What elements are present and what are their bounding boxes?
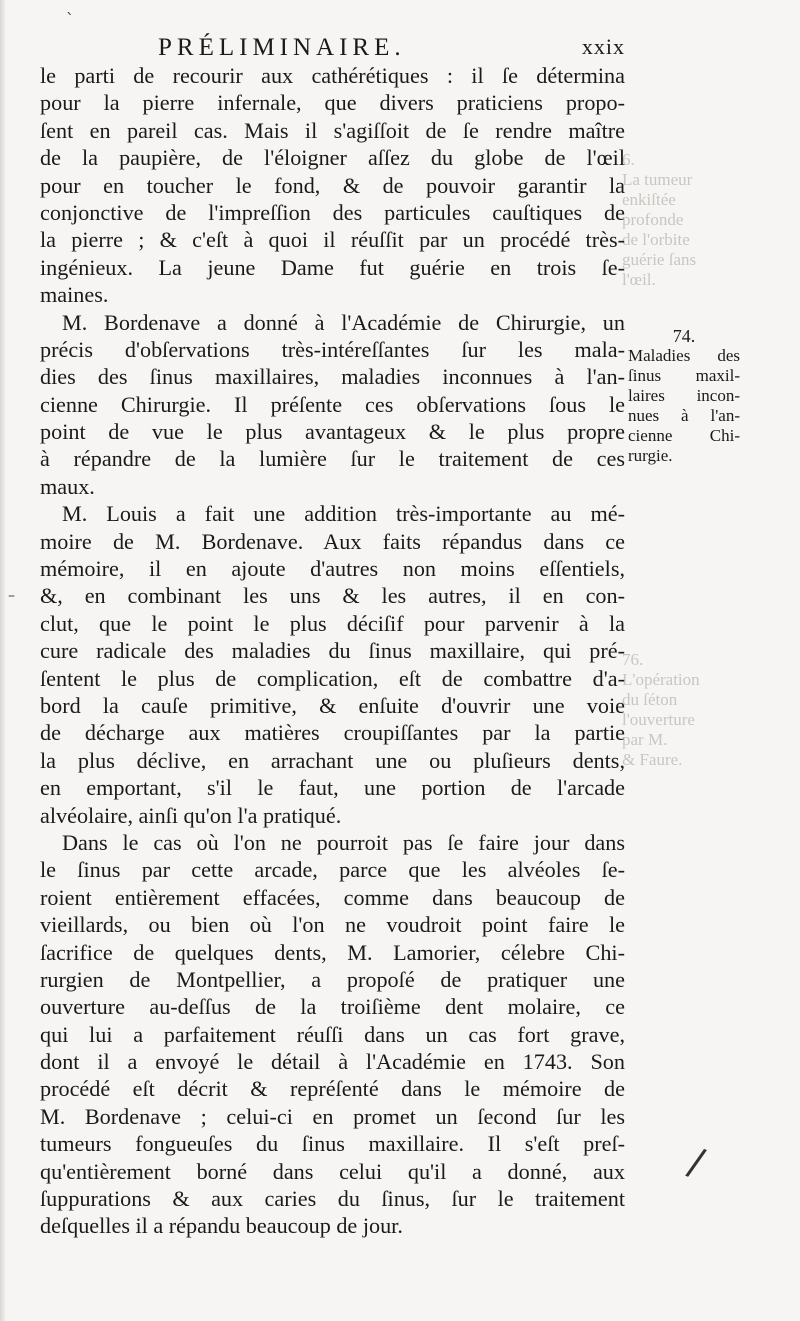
text-line: clut, que le point le plus déciſif pour parvenir à la <box>40 610 625 636</box>
text-line: ſuppurations & aux caries du ſinus, ſur le traitement <box>40 1186 625 1212</box>
page-edge-shadow <box>0 0 6 1321</box>
text-line: vieillards, ou bien où l'on ne voudroit point faire le <box>40 912 625 938</box>
text-line: dies des ſinus maxillaires, maladies inconnues à l'an- <box>40 364 625 390</box>
main-text <box>40 62 625 1240</box>
margin-note-line: ſinus maxil- <box>628 366 740 385</box>
paragraph-3 <box>40 500 625 829</box>
text-line: maines. <box>40 282 109 308</box>
paragraph-1 <box>40 62 625 309</box>
text-line: qui lui a parfaitement réuſſi dans un cas fort grave, <box>40 1021 625 1047</box>
text-line: le ſinus par cette arcade, parce que les alvéoles ſe- <box>40 857 625 883</box>
margin-note-number: 74. <box>672 326 696 346</box>
margin-note-line: Maladies des <box>628 346 740 365</box>
running-title: PRÉLIMINAIRE. <box>158 34 406 61</box>
text-line: cienne Chirurgie. Il préſente ces obſervations ſous le <box>40 391 625 417</box>
text-line: alvéolaire, ainſi qu'on l'a pratiqué. <box>40 802 342 828</box>
text-line: la pierre ; & c'eſt à quoi il réuſſit par un procédé très- <box>40 227 625 253</box>
text-line: M. Louis a fait une addition très-importante au mé- <box>62 501 625 527</box>
paragraph-2 <box>40 309 625 501</box>
text-line: ſentent le plus de complication, eſt de combattre d'a- <box>40 665 625 691</box>
text-line: mémoire, il en ajoute d'autres non moins eſſentiels, <box>40 556 625 582</box>
text-line: dont il a envoyé le détail à l'Académie en 1743. Son <box>40 1049 625 1075</box>
text-line: à répandre de la lumière ſur le traitement de ces <box>40 446 625 472</box>
margin-note-line: laires incon- <box>628 386 740 405</box>
margin-note <box>628 326 740 466</box>
page-number: xxix <box>581 34 625 59</box>
text-line: deſquelles il a répandu beaucoup de jour. <box>40 1213 403 1239</box>
text-line: la plus déclive, en arrachant une ou pluſieurs dents, <box>40 747 625 773</box>
bleed-through-block-a: 6. La tumeur enkiſtée profonde de l'orbite guérie ſans l'œil. <box>622 150 697 289</box>
text-line: point de vue le plus avantageux & le plus propre <box>40 419 625 445</box>
text-line: ſacrifice de quelques dents, M. Lamorier, célebre Chi- <box>40 939 625 965</box>
text-line: en emportant, s'il le faut, une portion de l'arcade <box>40 775 625 801</box>
text-line: procédé eſt décrit & repréſenté dans le mémoire de <box>40 1076 625 1102</box>
text-line: de décharge aux matières croupiſſantes par la partie <box>40 720 625 746</box>
text-line: cure radicale des maladies du ſinus maxillaire, qui pré- <box>40 638 625 664</box>
text-line: moire de M. Bordenave. Aux faits répandus dans ce <box>40 528 625 554</box>
text-line: bord la cauſe primitive, & enſuite d'ouvrir une voie <box>40 692 625 718</box>
text-line: précis d'obſervations très-intéreſſantes ſur les mala- <box>40 336 625 362</box>
text-line: ouverture au-deſſus de la troiſième dent molaire, ce <box>40 994 625 1020</box>
text-line: ingénieux. La jeune Dame fut guérie en trois ſe- <box>40 254 625 280</box>
text-line: &, en combinant les uns & les autres, il en con- <box>40 583 625 609</box>
text-line: rurgien de Montpellier, a propoſé de pratiquer une <box>40 966 625 992</box>
text-line: tumeurs fongueuſes du ſinus maxillaire. Il s'eſt preſ- <box>40 1131 625 1157</box>
text-line: pour en toucher le fond, & de pouvoir garantir la <box>40 172 625 198</box>
text-line: maux. <box>40 473 95 499</box>
page-header <box>40 32 625 66</box>
margin-dash-mark: – <box>8 588 15 604</box>
margin-note-line: cienne Chi- <box>628 426 740 445</box>
text-line: M. Bordenave ; celui-ci en promet un ſecond ſur les <box>40 1103 625 1129</box>
margin-note-line: rurgie. <box>628 446 673 465</box>
ink-speck: ˋ <box>66 10 74 29</box>
bleed-through-block-b: 76. L'opération du ſéton l'ouverture par M. & Faure. <box>622 650 700 769</box>
text-line: Dans le cas où l'on ne pourroit pas ſe faire jour dans <box>62 829 625 855</box>
paragraph-4 <box>40 829 625 1240</box>
margin-note-line: nues à l'an- <box>628 406 740 425</box>
text-line: conjonctive de l'impreſſion des particules cauſtiques de <box>40 199 625 225</box>
text-line: de la paupière, de l'éloigner aſſez du globe de l'œil <box>40 145 625 171</box>
text-line: pour la pierre infernale, que divers praticiens propo- <box>40 90 625 116</box>
text-line: le parti de recourir aux cathérétiques : il ſe détermina <box>40 63 625 88</box>
text-line: roient entièrement effacées, comme dans beaucoup de <box>40 884 625 910</box>
text-line: M. Bordenave a donné à l'Académie de Chirurgie, un <box>62 309 625 335</box>
pencil-stroke-mark: / <box>683 1139 710 1185</box>
text-line: qu'entièrement borné dans celui qu'il a donné, aux <box>40 1158 625 1184</box>
text-line: ſent en pareil cas. Mais il s'agiſſoit de ſe rendre maître <box>40 117 625 143</box>
